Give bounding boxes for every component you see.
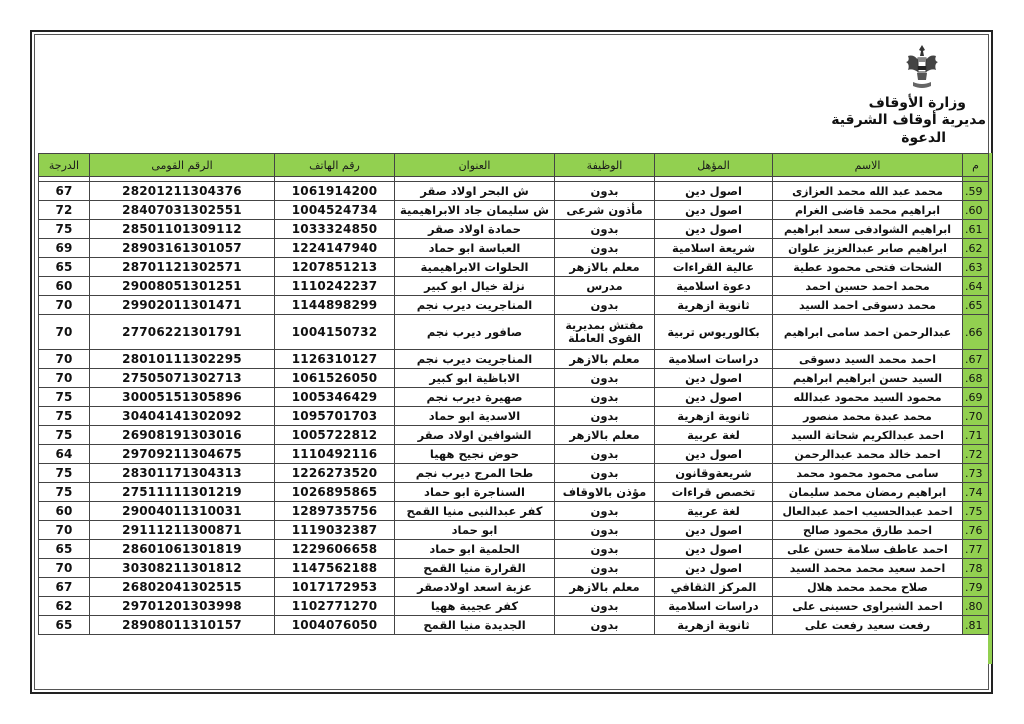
row-address: صافور ديرب نجم [395, 315, 555, 350]
row-address: كفر عبدالنبى منيا القمح [395, 502, 555, 521]
row-phone: 1224147940 [275, 239, 395, 258]
row-national-id: 28903161301057 [90, 239, 275, 258]
row-national-id: 28201211304376 [90, 182, 275, 201]
row-qualification: المركز الثقافي [655, 578, 773, 597]
row-index: 63. [963, 258, 989, 277]
row-index: 69. [963, 388, 989, 407]
row-name: ابراهيم رمضان محمد سليمان [773, 483, 963, 502]
row-index: 74. [963, 483, 989, 502]
egypt-eagle-emblem-icon [904, 42, 940, 92]
row-qualification: اصول دين [655, 559, 773, 578]
row-grade: 70 [39, 296, 90, 315]
row-phone: 1102771270 [275, 597, 395, 616]
row-address: كفر عجيبة ههيا [395, 597, 555, 616]
row-grade: 62 [39, 597, 90, 616]
row-national-id: 29004011310031 [90, 502, 275, 521]
row-index: 68. [963, 369, 989, 388]
row-job: بدون [555, 464, 655, 483]
row-index: 80. [963, 597, 989, 616]
row-qualification: اصول دين [655, 182, 773, 201]
table-row [39, 296, 989, 315]
row-national-id: 28908011310157 [90, 616, 275, 635]
row-phone: 1061526050 [275, 369, 395, 388]
row-grade: 65 [39, 540, 90, 559]
row-name: محمد عبد الله محمد العزازى [773, 182, 963, 201]
table-row [39, 407, 989, 426]
row-phone: 1226273520 [275, 464, 395, 483]
row-phone: 1207851213 [275, 258, 395, 277]
row-national-id: 29111211300871 [90, 521, 275, 540]
row-phone: 1033324850 [275, 220, 395, 239]
row-national-id: 28407031302551 [90, 201, 275, 220]
row-name: احمد خالد محمد عبدالرحمن [773, 445, 963, 464]
row-national-id: 30308211301812 [90, 559, 275, 578]
row-job: بدون [555, 597, 655, 616]
row-phone: 1144898299 [275, 296, 395, 315]
row-index: 70. [963, 407, 989, 426]
row-grade: 67 [39, 578, 90, 597]
row-phone: 1095701703 [275, 407, 395, 426]
row-phone: 1005346429 [275, 388, 395, 407]
row-qualification: ثانوية ازهرية [655, 407, 773, 426]
table-row [39, 182, 989, 201]
row-job: بدون [555, 521, 655, 540]
row-phone: 1110242237 [275, 277, 395, 296]
row-address: ابو حماد [395, 521, 555, 540]
row-qualification: اصول دين [655, 445, 773, 464]
row-qualification: اصول دين [655, 220, 773, 239]
row-job: بدون [555, 559, 655, 578]
row-national-id: 26908191303016 [90, 426, 275, 445]
row-address: الحلوات الابراهيمية [395, 258, 555, 277]
row-name: احمد عاطف سلامة حسن على [773, 540, 963, 559]
row-grade: 70 [39, 521, 90, 540]
row-qualification: دراسات اسلامية [655, 597, 773, 616]
row-phone: 1004150732 [275, 315, 395, 350]
row-qualification: شريعةوقانون [655, 464, 773, 483]
row-address: المناجريت ديرب نجم [395, 296, 555, 315]
col-header-index: م [963, 154, 989, 177]
table-row [39, 258, 989, 277]
row-qualification: عالية القراءات [655, 258, 773, 277]
table-row [39, 616, 989, 635]
row-grade: 60 [39, 277, 90, 296]
row-name: احمد الشبراوى حسينى على [773, 597, 963, 616]
row-index: 77. [963, 540, 989, 559]
row-job: بدون [555, 616, 655, 635]
row-index: 65. [963, 296, 989, 315]
row-national-id: 27511111301219 [90, 483, 275, 502]
row-job: معلم بالازهر [555, 350, 655, 369]
row-name: محمد دسوقى احمد السيد [773, 296, 963, 315]
row-grade: 75 [39, 220, 90, 239]
row-job: معلم بالازهر [555, 578, 655, 597]
row-phone: 1004076050 [275, 616, 395, 635]
row-grade: 75 [39, 464, 90, 483]
row-national-id: 30005151305896 [90, 388, 275, 407]
row-job: مفتش بمديرية القوى العاملة [555, 315, 655, 350]
row-index: 75. [963, 502, 989, 521]
row-national-id: 27706221301791 [90, 315, 275, 350]
row-national-id: 28501101309112 [90, 220, 275, 239]
table-row [39, 201, 989, 220]
staff-table [38, 153, 989, 635]
row-name: احمد عبدالكريم شحاتة السيد [773, 426, 963, 445]
row-qualification: ثانوية ازهرية [655, 616, 773, 635]
row-national-id: 29008051301251 [90, 277, 275, 296]
row-job: مأذون شرعى [555, 201, 655, 220]
row-national-id: 29701201303998 [90, 597, 275, 616]
directorate-title: مديرية أوقاف الشرقية [831, 112, 986, 128]
table-row [39, 540, 989, 559]
row-grade: 67 [39, 182, 90, 201]
row-address: الحلمية ابو حماد [395, 540, 555, 559]
row-address: عزبة اسعد اولادصقر [395, 578, 555, 597]
row-job: بدون [555, 239, 655, 258]
row-grade: 60 [39, 502, 90, 521]
row-grade: 70 [39, 369, 90, 388]
col-header-national-id: الرقم القومى [90, 154, 275, 177]
row-phone: 1026895865 [275, 483, 395, 502]
row-index: 81. [963, 616, 989, 635]
row-name: الشحات فتحى محمود عطية [773, 258, 963, 277]
row-grade: 70 [39, 315, 90, 350]
row-address: العباسة ابو حماد [395, 239, 555, 258]
row-phone: 1017172953 [275, 578, 395, 597]
row-qualification: لغة عربية [655, 502, 773, 521]
table-row [39, 350, 989, 369]
row-national-id: 29902011301471 [90, 296, 275, 315]
row-qualification: اصول دين [655, 540, 773, 559]
row-grade: 75 [39, 407, 90, 426]
table-row [39, 578, 989, 597]
table-row [39, 239, 989, 258]
row-address: ش سليمان جاد الابراهيمية [395, 201, 555, 220]
row-grade: 70 [39, 350, 90, 369]
row-grade: 70 [39, 559, 90, 578]
col-header-job: الوظيفة [555, 154, 655, 177]
row-name: ابراهيم صابر عبدالعزيز علوان [773, 239, 963, 258]
row-grade: 65 [39, 258, 90, 277]
row-address: نزلة خيال ابو كبير [395, 277, 555, 296]
row-address: الشوافين اولاد صقر [395, 426, 555, 445]
row-national-id: 28010111302295 [90, 350, 275, 369]
department-title: الدعوة [901, 130, 946, 146]
row-qualification: دعوة اسلامية [655, 277, 773, 296]
row-address: القرارة منيا القمح [395, 559, 555, 578]
row-index: 79. [963, 578, 989, 597]
row-index: 76. [963, 521, 989, 540]
row-address: الجديدة منيا القمح [395, 616, 555, 635]
row-index: 67. [963, 350, 989, 369]
table-row [39, 521, 989, 540]
table-row [39, 388, 989, 407]
table-row [39, 426, 989, 445]
row-index: 71. [963, 426, 989, 445]
row-name: احمد محمد السيد دسوقى [773, 350, 963, 369]
row-job: مؤذن بالاوقاف [555, 483, 655, 502]
row-phone: 1289735756 [275, 502, 395, 521]
row-national-id: 30404141302092 [90, 407, 275, 426]
table-row [39, 369, 989, 388]
row-name: رفعت سعيد رفعت على [773, 616, 963, 635]
row-address: حوض نجيح ههيا [395, 445, 555, 464]
row-national-id: 26802041302515 [90, 578, 275, 597]
row-qualification: تخصص قراءات [655, 483, 773, 502]
row-index: 73. [963, 464, 989, 483]
col-header-phone: رقم الهاتف [275, 154, 395, 177]
row-phone: 1061914200 [275, 182, 395, 201]
row-index: 72. [963, 445, 989, 464]
row-job: معلم بالازهر [555, 258, 655, 277]
row-name: عبدالرحمن احمد سامى ابراهيم [773, 315, 963, 350]
table-row [39, 464, 989, 483]
row-job: بدون [555, 182, 655, 201]
row-phone: 1110492116 [275, 445, 395, 464]
row-address: صهيرة ديرب نجم [395, 388, 555, 407]
row-name: ابراهيم محمد قاضى الغرام [773, 201, 963, 220]
row-name: محمد احمد حسين احمد [773, 277, 963, 296]
row-name: احمد طارق محمود صالح [773, 521, 963, 540]
row-job: بدون [555, 369, 655, 388]
row-name: محمد عبدة محمد منصور [773, 407, 963, 426]
table-row [39, 483, 989, 502]
row-national-id: 28301171304313 [90, 464, 275, 483]
table-row [39, 277, 989, 296]
row-index: 78. [963, 559, 989, 578]
row-index: 62. [963, 239, 989, 258]
table-row [39, 445, 989, 464]
row-index: 66. [963, 315, 989, 350]
row-qualification: اصول دين [655, 201, 773, 220]
row-job: معلم بالازهر [555, 426, 655, 445]
row-job: بدون [555, 540, 655, 559]
row-address: طحا المرج ديرب نجم [395, 464, 555, 483]
row-name: محمود السيد محمود عبدالله [773, 388, 963, 407]
table-row [39, 597, 989, 616]
row-grade: 75 [39, 483, 90, 502]
row-grade: 75 [39, 426, 90, 445]
row-name: احمد سعيد محمد محمد السيد [773, 559, 963, 578]
row-qualification: ثانوية ازهرية [655, 296, 773, 315]
row-national-id: 29709211304675 [90, 445, 275, 464]
row-grade: 69 [39, 239, 90, 258]
row-phone: 1005722812 [275, 426, 395, 445]
row-address: ش البحر اولاد صقر [395, 182, 555, 201]
row-grade: 72 [39, 201, 90, 220]
col-header-qualification: المؤهل [655, 154, 773, 177]
row-name: ابراهيم الشوادفى سعد ابراهيم [773, 220, 963, 239]
col-header-name: الاسم [773, 154, 963, 177]
row-national-id: 28601061301819 [90, 540, 275, 559]
row-address: الاباظية ابو كبير [395, 369, 555, 388]
row-national-id: 27505071302713 [90, 369, 275, 388]
row-qualification: اصول دين [655, 369, 773, 388]
row-job: بدون [555, 220, 655, 239]
row-address: حمادة اولاد صقر [395, 220, 555, 239]
row-phone: 1147562188 [275, 559, 395, 578]
row-qualification: اصول دين [655, 521, 773, 540]
row-name: احمد عبدالحسيب احمد عبدالعال [773, 502, 963, 521]
row-name: صلاح محمد محمد هلال [773, 578, 963, 597]
row-name: سامى محمود محمود محمد [773, 464, 963, 483]
col-header-grade: الدرجة [39, 154, 90, 177]
row-job: بدون [555, 296, 655, 315]
row-phone: 1004524734 [275, 201, 395, 220]
row-job: بدون [555, 388, 655, 407]
row-address: المناجريت ديرب نجم [395, 350, 555, 369]
row-job: بدون [555, 445, 655, 464]
row-job: بدون [555, 407, 655, 426]
row-qualification: شريعة اسلامية [655, 239, 773, 258]
table-row [39, 220, 989, 239]
row-qualification: بكالوريوس تربية [655, 315, 773, 350]
table-header-row [39, 154, 989, 177]
row-qualification: دراسات اسلامية [655, 350, 773, 369]
row-job: مدرس [555, 277, 655, 296]
row-phone: 1119032387 [275, 521, 395, 540]
row-index: 61. [963, 220, 989, 239]
row-grade: 64 [39, 445, 90, 464]
row-index: 59. [963, 182, 989, 201]
row-phone: 1229606658 [275, 540, 395, 559]
row-job: بدون [555, 502, 655, 521]
row-qualification: اصول دين [655, 388, 773, 407]
table-row [39, 315, 989, 350]
table-row [39, 559, 989, 578]
row-grade: 65 [39, 616, 90, 635]
row-index: 60. [963, 201, 989, 220]
row-address: السناجرة ابو حماد [395, 483, 555, 502]
row-address: الاسدية ابو حماد [395, 407, 555, 426]
row-name: السيد حسن ابراهيم ابراهيم [773, 369, 963, 388]
table-row [39, 502, 989, 521]
row-phone: 1126310127 [275, 350, 395, 369]
row-qualification: لغة عربية [655, 426, 773, 445]
row-grade: 75 [39, 388, 90, 407]
col-header-address: العنوان [395, 154, 555, 177]
row-index: 64. [963, 277, 989, 296]
ministry-title: وزارة الأوقاف [868, 95, 966, 111]
row-national-id: 28701121302571 [90, 258, 275, 277]
